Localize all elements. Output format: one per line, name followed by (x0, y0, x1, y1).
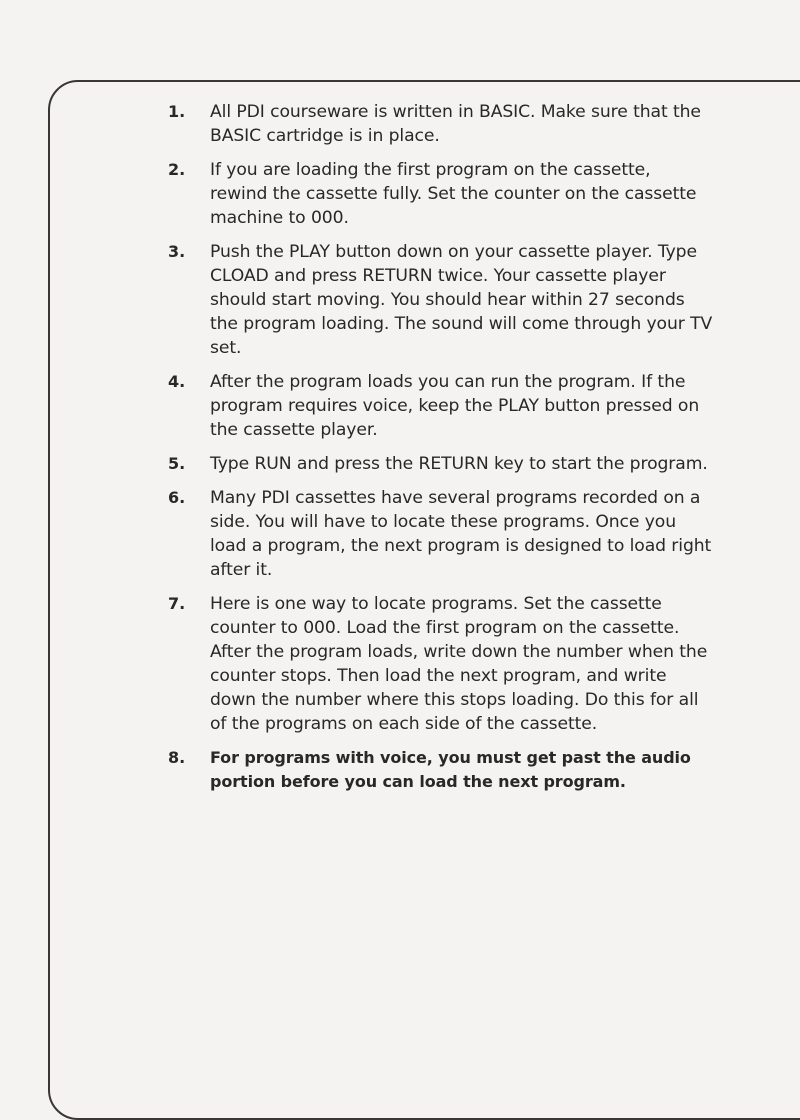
item-number: 2. (168, 160, 186, 179)
item-text: Many PDI cassettes have several programs recorded on a side. You will have to locate these programs. Once you load a program, the next program is designed to load right after it. (210, 488, 712, 580)
list-item (168, 158, 713, 230)
item-number: 8. (168, 748, 186, 767)
item-text: For programs with voice, you must get past the audio portion before you can load the next program. (210, 748, 691, 791)
item-text: All PDI courseware is written in BASIC. Make sure that the BASIC cartridge is in place. (210, 102, 701, 146)
item-text: Here is one way to locate programs. Set the cassette counter to 000. Load the first program on the cassette. After the program loads, write down the number when the counter stops. Then load the next program, and write down the number where this stops loading. Do this for all of the programs on each side of the cassette. (210, 594, 708, 734)
item-number: 3. (168, 242, 186, 261)
list-item (168, 746, 713, 794)
list-item (168, 592, 713, 736)
item-number: 5. (168, 454, 186, 473)
list-item (168, 452, 713, 476)
item-number: 7. (168, 594, 186, 613)
item-text: If you are loading the first program on the cassette, rewind the cassette fully. Set the counter on the cassette machine to 000. (210, 160, 697, 228)
list-item (168, 486, 713, 582)
item-text: Type RUN and press the RETURN key to start the program. (210, 454, 708, 474)
item-text: After the program loads you can run the program. If the program requires voice, keep the PLAY button pressed on the cassette player. (210, 372, 700, 440)
list-item (168, 240, 713, 360)
list-item (168, 370, 713, 442)
list-item (168, 100, 713, 148)
item-number: 4. (168, 372, 186, 391)
item-number: 1. (168, 102, 186, 121)
instruction-list (168, 100, 713, 804)
item-number: 6. (168, 488, 186, 507)
item-text: Push the PLAY button down on your cassette player. Type CLOAD and press RETURN twice. Your cassette player should start moving. You should hear within 27 seconds the program loading. The sound will come through your TV set. (210, 242, 713, 358)
